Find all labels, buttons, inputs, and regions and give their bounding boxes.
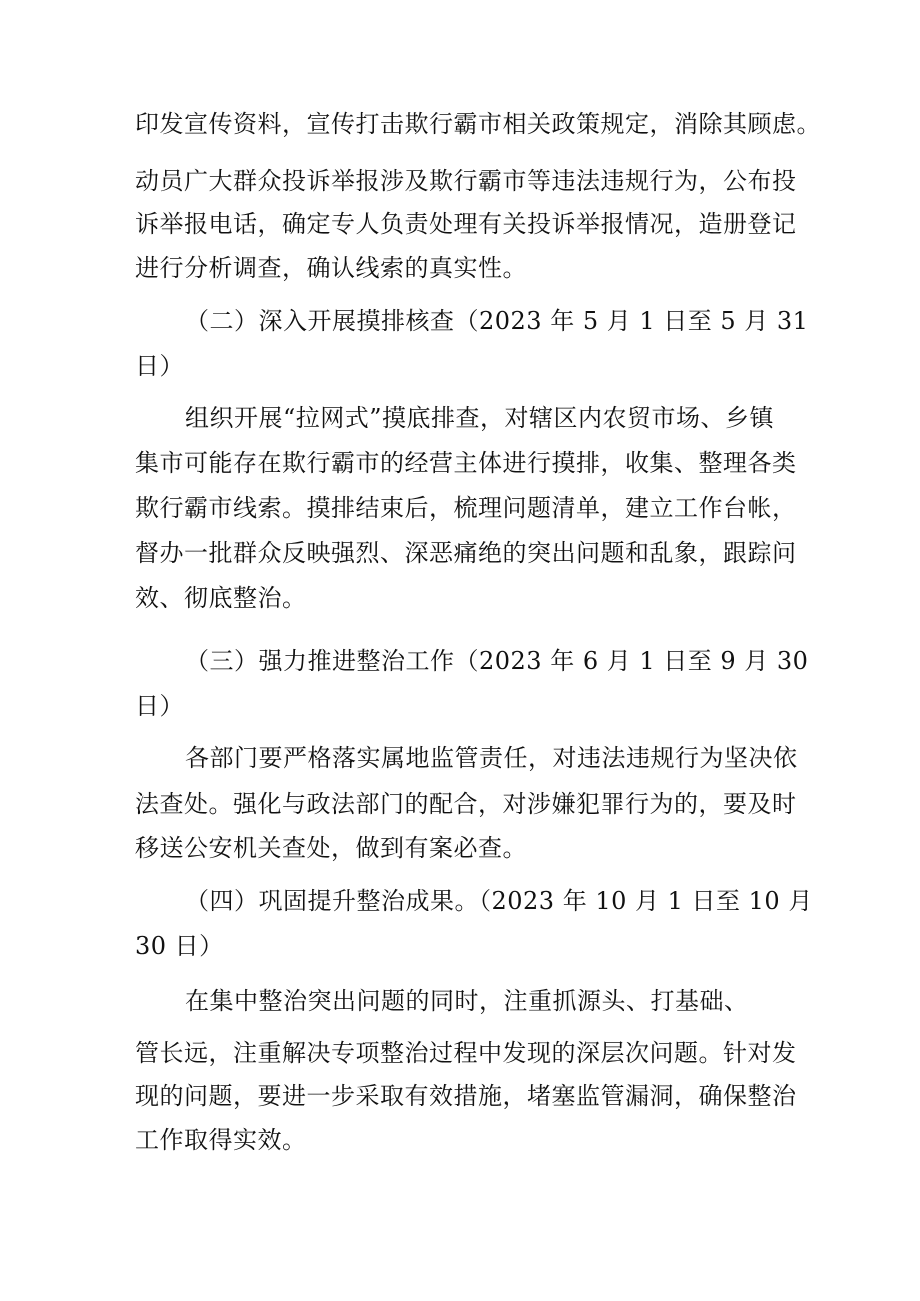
text-line: 进行分析调查，确认线索的真实性。 xyxy=(135,254,527,282)
text-line: 诉举报电话，确定专人负责处理有关投诉举报情况，造册登记 xyxy=(135,210,797,238)
text-line: 各部门要严格落实属地监管责任，对违法违规行为坚决依 xyxy=(185,744,798,772)
text-line: 集市可能存在欺行霸市的经营主体进行摸排，收集、整理各类 xyxy=(135,449,797,477)
text-line: 动员广大群众投诉举报涉及欺行霸市等违法违规行为，公布投 xyxy=(135,167,797,195)
text-line: 组织开展“拉网式”摸底排查，对辖区内农贸市场、乡镇 xyxy=(185,404,775,432)
text-line: 工作取得实效。 xyxy=(135,1126,307,1154)
section-heading-3: （三）强力推进整治工作（2023 年 6 月 1 日至 9 月 30 xyxy=(185,647,809,675)
text-line: 欺行霸市线索。摸排结束后，梳理问题清单，建立工作台帐， xyxy=(135,494,797,522)
text-line: 日） xyxy=(135,692,184,720)
text-line: 督办一批群众反映强烈、深恶痛绝的突出问题和乱象，跟踪问 xyxy=(135,539,797,567)
section-heading-2: （二）深入开展摸排核查（2023 年 5 月 1 日至 5 月 31 xyxy=(185,307,809,335)
text-line: 30 日） xyxy=(135,932,224,960)
section-heading-4: （四）巩固提升整治成果。（2023 年 10 月 1 日至 10 月 xyxy=(185,887,813,915)
text-line: 移送公安机关查处，做到有案必查。 xyxy=(135,834,527,862)
text-line: 效、彻底整治。 xyxy=(135,584,307,612)
text-line: 在集中整治突出问题的同时，注重抓源头、打基础、 xyxy=(185,987,749,1015)
text-line: 现的问题，要进一步采取有效措施，堵塞监管漏洞，确保整治 xyxy=(135,1082,797,1110)
text-line: 日） xyxy=(135,352,184,380)
text-line: 管长远，注重解决专项整治过程中发现的深层次问题。针对发 xyxy=(135,1039,797,1067)
text-line: 法查处。强化与政法部门的配合，对涉嫌犯罪行为的，要及时 xyxy=(135,790,797,818)
text-line: 印发宣传资料，宣传打击欺行霸市相关政策规定，消除其顾虑。 xyxy=(135,110,821,138)
